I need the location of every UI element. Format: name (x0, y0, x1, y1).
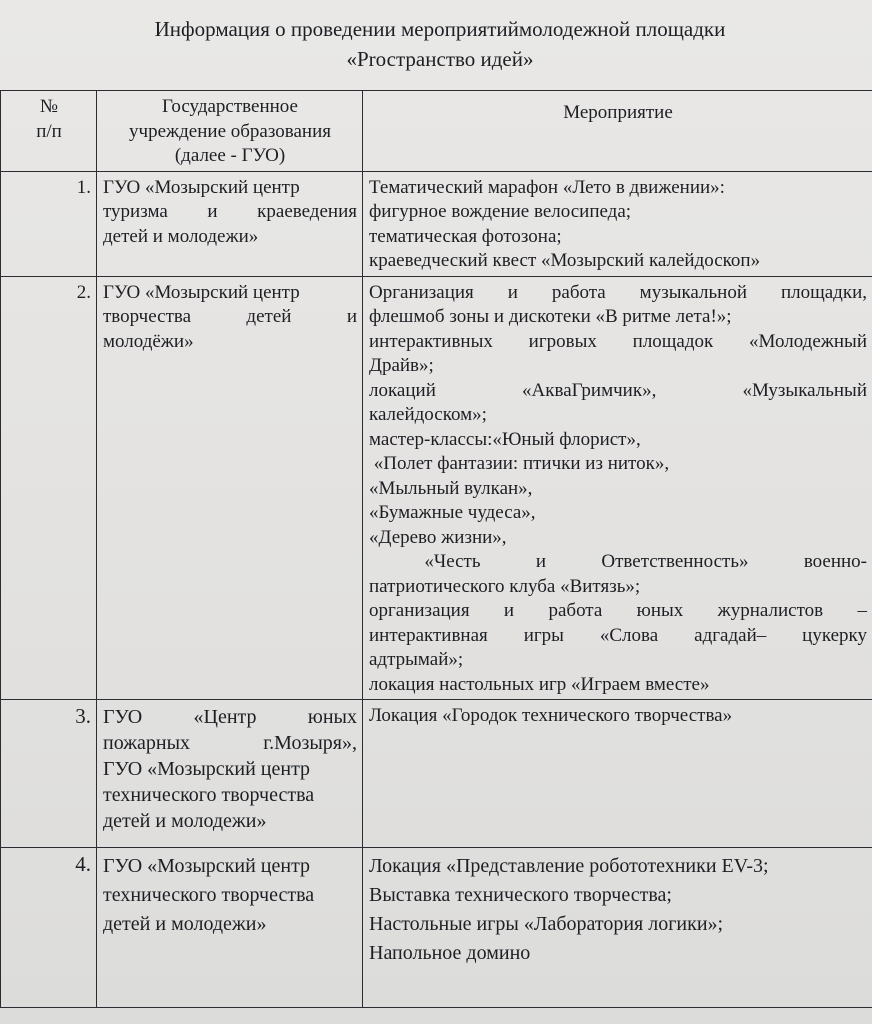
org-line: ГУО «Мозырский центр (103, 855, 311, 877)
org-line: пожарных г.Мозыря», (103, 732, 357, 754)
org-line: технического творчества (103, 884, 315, 906)
event-line: мастер-классы:«Юный флорист», (369, 428, 641, 450)
event-line: «Честь и Ответственность» военно- (369, 551, 867, 572)
document-title-line-1: Информация о проведении мероприятиймолодежной площадки (154, 17, 726, 41)
event-line: адтрымай»; (369, 649, 464, 670)
event-line: Организация и работа музыкальной площадки, (369, 281, 867, 303)
org-line: ГУО «Центр юных (103, 706, 357, 728)
event-line: организация и работа юных журналистов – (369, 600, 867, 621)
event-line: локаций «АкваГримчик», «Музыкальный (369, 379, 867, 401)
org-line: творчества детей и (103, 306, 357, 327)
header-number (1, 91, 97, 172)
row-events (363, 848, 872, 1008)
row-organization (97, 848, 363, 1008)
org-line: детей и молодежи» (103, 225, 259, 247)
event-line: локация настольных игр «Играем вместе» (369, 673, 710, 695)
event-line: Напольное домино (369, 942, 531, 964)
org-line: детей и молодежи» (103, 810, 267, 832)
org-line: молодёжи» (103, 330, 194, 352)
row-number: 2. (1, 276, 97, 700)
org-line: детей и молодежи» (103, 913, 267, 935)
event-line: флешмоб зоны и дискотеки «В ритме лета!»; (369, 306, 732, 327)
header-number-line: п/п (36, 120, 62, 142)
document-title-line-2: «Рrостранство идей» (346, 47, 534, 71)
row-organization (97, 171, 363, 276)
row-events (363, 700, 872, 848)
org-line: туризма и краеведения (103, 201, 357, 222)
event-line: «Мыльный вулкан», (369, 477, 533, 499)
header-event (363, 91, 872, 172)
header-organization-line: (далее - ГУО) (174, 145, 286, 166)
table-header-row (1, 91, 872, 172)
event-line: Настольные игры «Лаборатория логики»; (369, 913, 724, 935)
header-organization-line: Государственное (162, 96, 298, 117)
events-table (0, 90, 872, 1008)
table-row (1, 171, 872, 276)
table-row (1, 700, 872, 848)
org-line: технического творчества (103, 784, 315, 806)
header-event-label: Мероприятие (563, 102, 673, 123)
org-line: ГУО «Мозырский центр (103, 281, 300, 303)
row-number: 4. (1, 848, 97, 1008)
row-events (363, 276, 872, 700)
event-line: тематическая фотозона; (369, 225, 562, 247)
event-line: интерактивных игровых площадок «Молодежный (369, 330, 867, 352)
event-line: «Бумажные чудеса», (369, 502, 536, 523)
event-line: Локация «Городок технического творчества» (369, 705, 733, 726)
row-organization (97, 276, 363, 700)
event-line: Драйв»; (369, 355, 434, 376)
header-organization-line: учреждение образования (129, 120, 331, 142)
header-number-line: № (39, 96, 59, 117)
table-row (1, 848, 872, 1008)
event-line: фигурное вождение велосипеда; (369, 201, 632, 222)
event-line: Выставка технического творчества; (369, 884, 672, 906)
table-row (1, 276, 872, 700)
event-line: «Дерево жизни», (369, 526, 507, 548)
event-line: краеведческий квест «Мозырский калейдоскоп» (369, 250, 761, 271)
event-line: патриотического клуба «Витязь»; (369, 575, 641, 597)
event-line: интерактивная игры «Слова адгадай– цукерку (369, 624, 867, 646)
row-number: 3. (1, 700, 97, 848)
org-line: ГУО «Мозырский центр (103, 176, 300, 198)
event-line: калейдоском»; (369, 404, 487, 425)
row-number: 1. (1, 171, 97, 276)
event-line: Тематический марафон «Лето в движении»: (369, 176, 725, 198)
row-organization (97, 700, 363, 848)
row-events (363, 171, 872, 276)
org-line: ГУО «Мозырский центр (103, 758, 311, 780)
event-line: Локация «Представление робототехники EV-3; (369, 855, 769, 877)
event-line: «Полет фантазии: птички из ниток», (369, 453, 670, 474)
header-organization (97, 91, 363, 172)
